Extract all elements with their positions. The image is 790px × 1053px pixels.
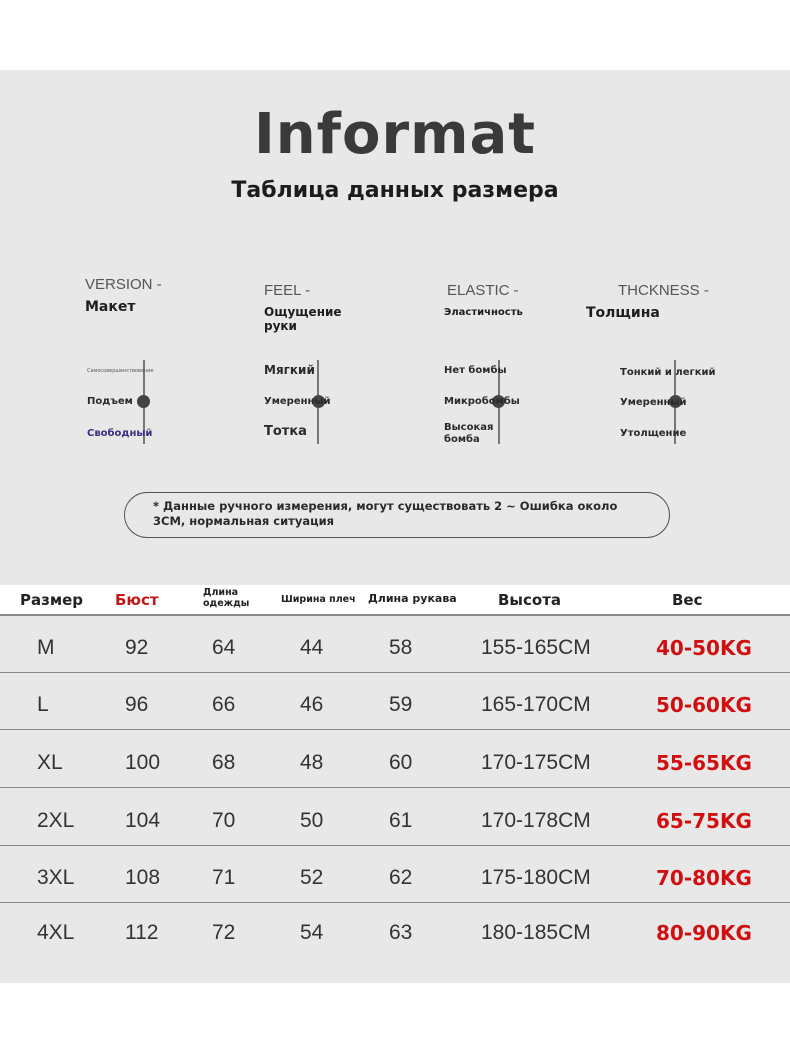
cell-bust: 92 (125, 636, 149, 659)
header-height: Высота (498, 591, 562, 609)
attr-elastic (444, 282, 523, 318)
attr-version (85, 276, 162, 315)
row-divider (0, 729, 790, 731)
cell-height: 155-165CM (481, 636, 591, 659)
cell-shoulder: 46 (300, 693, 324, 716)
cell-sleeve: 60 (389, 751, 413, 774)
table-row (0, 616, 790, 673)
option-1: Самосовершенствование (87, 368, 154, 374)
cell-shoulder: 44 (300, 636, 324, 659)
cell-sleeve: 59 (389, 693, 413, 716)
cell-sleeve: 63 (389, 921, 413, 944)
row-divider (0, 787, 790, 789)
cell-bust: 108 (125, 866, 161, 889)
cell-bust: 112 (125, 921, 159, 944)
cell-length: 72 (212, 921, 236, 944)
scale-indicator-dot (137, 395, 150, 408)
attr-thickness (586, 282, 709, 321)
cell-length: 71 (212, 866, 236, 889)
option-1: Тонкий и легкий (620, 367, 716, 378)
size-table-header (0, 585, 790, 615)
cell-shoulder: 52 (300, 866, 324, 889)
header-bust: Бюст (115, 591, 159, 609)
cell-sleeve: 58 (389, 636, 413, 659)
table-row (0, 731, 790, 788)
cell-sleeve: 62 (389, 866, 413, 889)
cell-length: 70 (212, 809, 236, 832)
cell-height: 175-180CM (481, 866, 591, 889)
page-subtitle: Таблица данных размера (231, 178, 559, 203)
cell-size: 4XL (37, 921, 75, 944)
header-shoulder: Ширина плеч (281, 594, 356, 605)
cell-length: 68 (212, 751, 236, 774)
table-row (0, 673, 790, 730)
header-length: Длина одежды (203, 587, 250, 609)
cell-shoulder: 48 (300, 751, 324, 774)
option-2: Подъем (87, 396, 133, 407)
cell-length: 66 (212, 693, 236, 716)
header-size: Размер (20, 591, 84, 609)
table-row (0, 846, 790, 903)
attr-elastic-label-ru: Эластичность (444, 307, 523, 318)
cell-height: 170-178CM (481, 809, 591, 832)
option-3: Тотка (264, 424, 307, 439)
cell-weight: 40-50KG (656, 636, 752, 660)
attr-thickness-label-en: THCKNESS - (618, 282, 709, 299)
cell-size: M (37, 636, 55, 659)
attr-feel (264, 282, 354, 333)
option-3: Свободный (87, 428, 153, 439)
cell-length: 64 (212, 636, 236, 659)
cell-bust: 96 (125, 693, 149, 716)
measurement-note: * Данные ручного измерения, могут существовать 2 ~ Ошибка около 3CM, нормальная ситуация (124, 492, 670, 538)
option-3: Утолщение (620, 428, 687, 439)
attr-feel-label-en: FEEL - (264, 282, 311, 299)
cell-size: 2XL (37, 809, 75, 832)
table-row (0, 789, 790, 846)
header-sleeve: Длина рукава (368, 592, 457, 605)
option-2: Умеренный (264, 396, 331, 407)
option-3: Высокая бомба (444, 422, 494, 445)
attr-version-label-ru: Макет (85, 299, 136, 315)
cell-size: L (37, 693, 49, 716)
cell-height: 180-185CM (481, 921, 591, 944)
cell-weight: 70-80KG (656, 866, 752, 890)
option-1: Мягкий (264, 363, 315, 377)
option-1: Нет бомбы (444, 365, 507, 376)
table-row (0, 903, 790, 958)
option-2: Умеренный (620, 397, 687, 408)
cell-height: 170-175CM (481, 751, 591, 774)
cell-bust: 100 (125, 751, 161, 774)
attr-feel-label-ru: Ощущение руки (264, 305, 342, 333)
attr-version-label-en: VERSION - (85, 276, 162, 293)
cell-weight: 50-60KG (656, 693, 752, 717)
cell-height: 165-170CM (481, 693, 591, 716)
cell-size: XL (37, 751, 63, 774)
header-weight: Вес (672, 591, 703, 609)
cell-sleeve: 61 (389, 809, 413, 832)
page-title: Informat (253, 102, 537, 167)
attr-thickness-label-ru: Толщина (586, 305, 660, 321)
cell-shoulder: 54 (300, 921, 324, 944)
cell-weight: 65-75KG (656, 809, 752, 833)
cell-shoulder: 50 (300, 809, 324, 832)
option-2: Микробомбы (444, 396, 520, 407)
attr-elastic-label-en: ELASTIC - (447, 282, 519, 299)
cell-size: 3XL (37, 866, 75, 889)
cell-weight: 80-90KG (656, 921, 752, 945)
cell-bust: 104 (125, 809, 161, 832)
cell-weight: 55-65KG (656, 751, 752, 775)
